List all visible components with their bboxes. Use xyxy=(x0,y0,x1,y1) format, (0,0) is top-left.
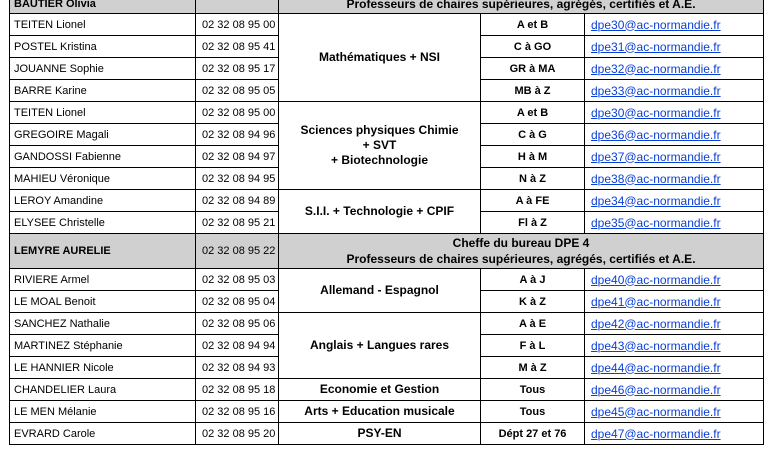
email-cell xyxy=(585,357,764,379)
email-cell xyxy=(585,212,764,234)
email-cell xyxy=(585,401,764,423)
email-cell xyxy=(585,190,764,212)
contact-phone: 02 32 08 95 04 xyxy=(196,291,279,313)
section-dpe3 xyxy=(10,0,764,234)
section-title-line2: Professeurs de chaires supérieures, agrégés, certifiés et A.E. xyxy=(346,252,696,266)
email-cell xyxy=(585,124,764,146)
contact-name: CHANDELIER Laura xyxy=(10,379,196,401)
letter-range: Fl à Z xyxy=(481,212,585,234)
letter-range: A et B xyxy=(481,102,585,124)
subject-line: Economie et Gestion xyxy=(319,382,440,396)
subject-line: + Biotechnologie xyxy=(330,153,428,167)
email-cell xyxy=(585,291,764,313)
contact-name: TEITEN Lionel xyxy=(10,102,196,124)
table-row xyxy=(10,313,764,335)
contact-phone: 02 32 08 95 00 xyxy=(196,102,279,124)
subject-line: Allemand - Espagnol xyxy=(320,283,439,297)
subject-line: Mathématiques + NSI xyxy=(318,50,441,64)
contact-name: SANCHEZ Nathalie xyxy=(10,313,196,335)
contact-phone: 02 32 08 95 17 xyxy=(196,58,279,80)
table-row xyxy=(10,190,764,212)
email-link[interactable]: dpe47@ac-normandie.fr xyxy=(591,426,721,441)
section-title xyxy=(279,234,764,269)
email-cell xyxy=(585,36,764,58)
email-cell xyxy=(585,423,764,445)
contact-name: GANDOSSI Fabienne xyxy=(10,146,196,168)
email-cell xyxy=(585,379,764,401)
chief-name: LEMYRE AURELIE xyxy=(10,234,196,269)
letter-range: A à FE xyxy=(481,190,585,212)
header-name-cut: BAUTIER Olivia xyxy=(10,0,196,14)
section-title-line1: Cheffe du bureau DPE 4 xyxy=(452,236,590,250)
contact-phone: 02 32 08 94 95 xyxy=(196,168,279,190)
contact-name: RIVIERE Armel xyxy=(10,269,196,291)
table-row xyxy=(10,401,764,423)
contact-name: MAHIEU Véronique xyxy=(10,168,196,190)
contacts-sheet xyxy=(9,0,763,445)
section-dpe4 xyxy=(10,234,764,445)
email-cell xyxy=(585,168,764,190)
subject-cell xyxy=(279,190,481,234)
contacts-table xyxy=(9,0,764,445)
contact-phone: 02 32 08 95 21 xyxy=(196,212,279,234)
section-header-dpe4 xyxy=(10,234,764,269)
letter-range: H à M xyxy=(481,146,585,168)
subject-cell xyxy=(279,379,481,401)
email-cell xyxy=(585,313,764,335)
email-cell xyxy=(585,335,764,357)
email-cell xyxy=(585,146,764,168)
subject-line: Sciences physiques Chimie xyxy=(300,123,459,137)
contact-phone: 02 32 08 95 41 xyxy=(196,36,279,58)
email-link[interactable]: dpe43@ac-normandie.fr xyxy=(591,338,721,353)
email-link[interactable]: dpe33@ac-normandie.fr xyxy=(591,83,721,98)
letter-range: A et B xyxy=(481,14,585,36)
contact-name: BARRE Karine xyxy=(10,80,196,102)
contact-phone: 02 32 08 95 18 xyxy=(196,379,279,401)
email-link[interactable]: dpe30@ac-normandie.fr xyxy=(591,105,721,120)
contact-name: JOUANNE Sophie xyxy=(10,58,196,80)
subject-cell xyxy=(279,423,481,445)
subject-line: PSY-EN xyxy=(357,426,402,440)
email-link[interactable]: dpe40@ac-normandie.fr xyxy=(591,272,721,287)
email-cell xyxy=(585,269,764,291)
email-link[interactable]: dpe35@ac-normandie.fr xyxy=(591,215,721,230)
letter-range: Dépt 27 et 76 xyxy=(481,423,585,445)
header-title: Professeurs de chaires supérieures, agrégés, certifiés et A.E. xyxy=(279,0,764,14)
table-row xyxy=(10,423,764,445)
letter-range: A à J xyxy=(481,269,585,291)
subject-line: Anglais + Langues rares xyxy=(309,338,450,352)
email-cell xyxy=(585,14,764,36)
contact-phone: 02 32 08 95 03 xyxy=(196,269,279,291)
contact-phone: 02 32 08 95 05 xyxy=(196,80,279,102)
contact-phone: 02 32 08 95 16 xyxy=(196,401,279,423)
letter-range: A à E xyxy=(481,313,585,335)
email-cell xyxy=(585,80,764,102)
contact-phone: 02 32 08 94 94 xyxy=(196,335,279,357)
contact-name: GREGOIRE Magali xyxy=(10,124,196,146)
email-link[interactable]: dpe36@ac-normandie.fr xyxy=(591,127,721,142)
contact-name: MARTINEZ Stéphanie xyxy=(10,335,196,357)
contact-phone: 02 32 08 94 97 xyxy=(196,146,279,168)
contact-name: LEROY Amandine xyxy=(10,190,196,212)
contact-name: EVRARD Carole xyxy=(10,423,196,445)
email-link[interactable]: dpe34@ac-normandie.fr xyxy=(591,193,721,208)
email-link[interactable]: dpe46@ac-normandie.fr xyxy=(591,382,721,397)
letter-range: MB à Z xyxy=(481,80,585,102)
email-link[interactable]: dpe37@ac-normandie.fr xyxy=(591,149,721,164)
letter-range: Tous xyxy=(481,379,585,401)
subject-cell xyxy=(279,269,481,313)
contact-phone: 02 32 08 94 96 xyxy=(196,124,279,146)
contact-phone: 02 32 08 94 93 xyxy=(196,357,279,379)
contact-name: LE MOAL Benoit xyxy=(10,291,196,313)
contact-phone: 02 32 08 94 89 xyxy=(196,190,279,212)
email-link[interactable]: dpe41@ac-normandie.fr xyxy=(591,294,721,309)
contact-name: POSTEL Kristina xyxy=(10,36,196,58)
letter-range: F à L xyxy=(481,335,585,357)
contact-name: LE MEN Mélanie xyxy=(10,401,196,423)
letter-range: Tous xyxy=(481,401,585,423)
email-link[interactable]: dpe31@ac-normandie.fr xyxy=(591,39,721,54)
letter-range: C à GO xyxy=(481,36,585,58)
email-link[interactable]: dpe32@ac-normandie.fr xyxy=(591,61,721,76)
email-link[interactable]: dpe45@ac-normandie.fr xyxy=(591,404,721,419)
subject-cell xyxy=(279,313,481,379)
email-cell xyxy=(585,102,764,124)
email-link[interactable]: dpe44@ac-normandie.fr xyxy=(591,360,721,375)
header-phone-empty xyxy=(196,0,279,14)
subject-line: S.I.I. + Technologie + CPIF xyxy=(304,204,455,218)
chief-phone: 02 32 08 95 22 xyxy=(196,234,279,269)
subject-cell xyxy=(279,14,481,102)
letter-range: C à G xyxy=(481,124,585,146)
email-link[interactable]: dpe42@ac-normandie.fr xyxy=(591,316,721,331)
email-cell xyxy=(585,58,764,80)
table-row xyxy=(10,102,764,124)
subject-line: + SVT xyxy=(362,138,397,152)
table-row xyxy=(10,14,764,36)
subject-cell xyxy=(279,102,481,190)
letter-range: N à Z xyxy=(481,168,585,190)
contact-phone: 02 32 08 95 20 xyxy=(196,423,279,445)
letter-range: M à Z xyxy=(481,357,585,379)
section-header-top xyxy=(10,0,764,14)
letter-range: GR à MA xyxy=(481,58,585,80)
subject-line: Arts + Education musicale xyxy=(304,404,455,418)
table-row xyxy=(10,379,764,401)
contact-name: TEITEN Lionel xyxy=(10,14,196,36)
subject-cell xyxy=(279,401,481,423)
email-link[interactable]: dpe38@ac-normandie.fr xyxy=(591,171,721,186)
letter-range: K à Z xyxy=(481,291,585,313)
email-link[interactable]: dpe30@ac-normandie.fr xyxy=(591,17,721,32)
contact-name: ELYSEE Christelle xyxy=(10,212,196,234)
contact-name: LE HANNIER Nicole xyxy=(10,357,196,379)
contact-phone: 02 32 08 95 06 xyxy=(196,313,279,335)
table-row xyxy=(10,269,764,291)
contact-phone: 02 32 08 95 00 xyxy=(196,14,279,36)
